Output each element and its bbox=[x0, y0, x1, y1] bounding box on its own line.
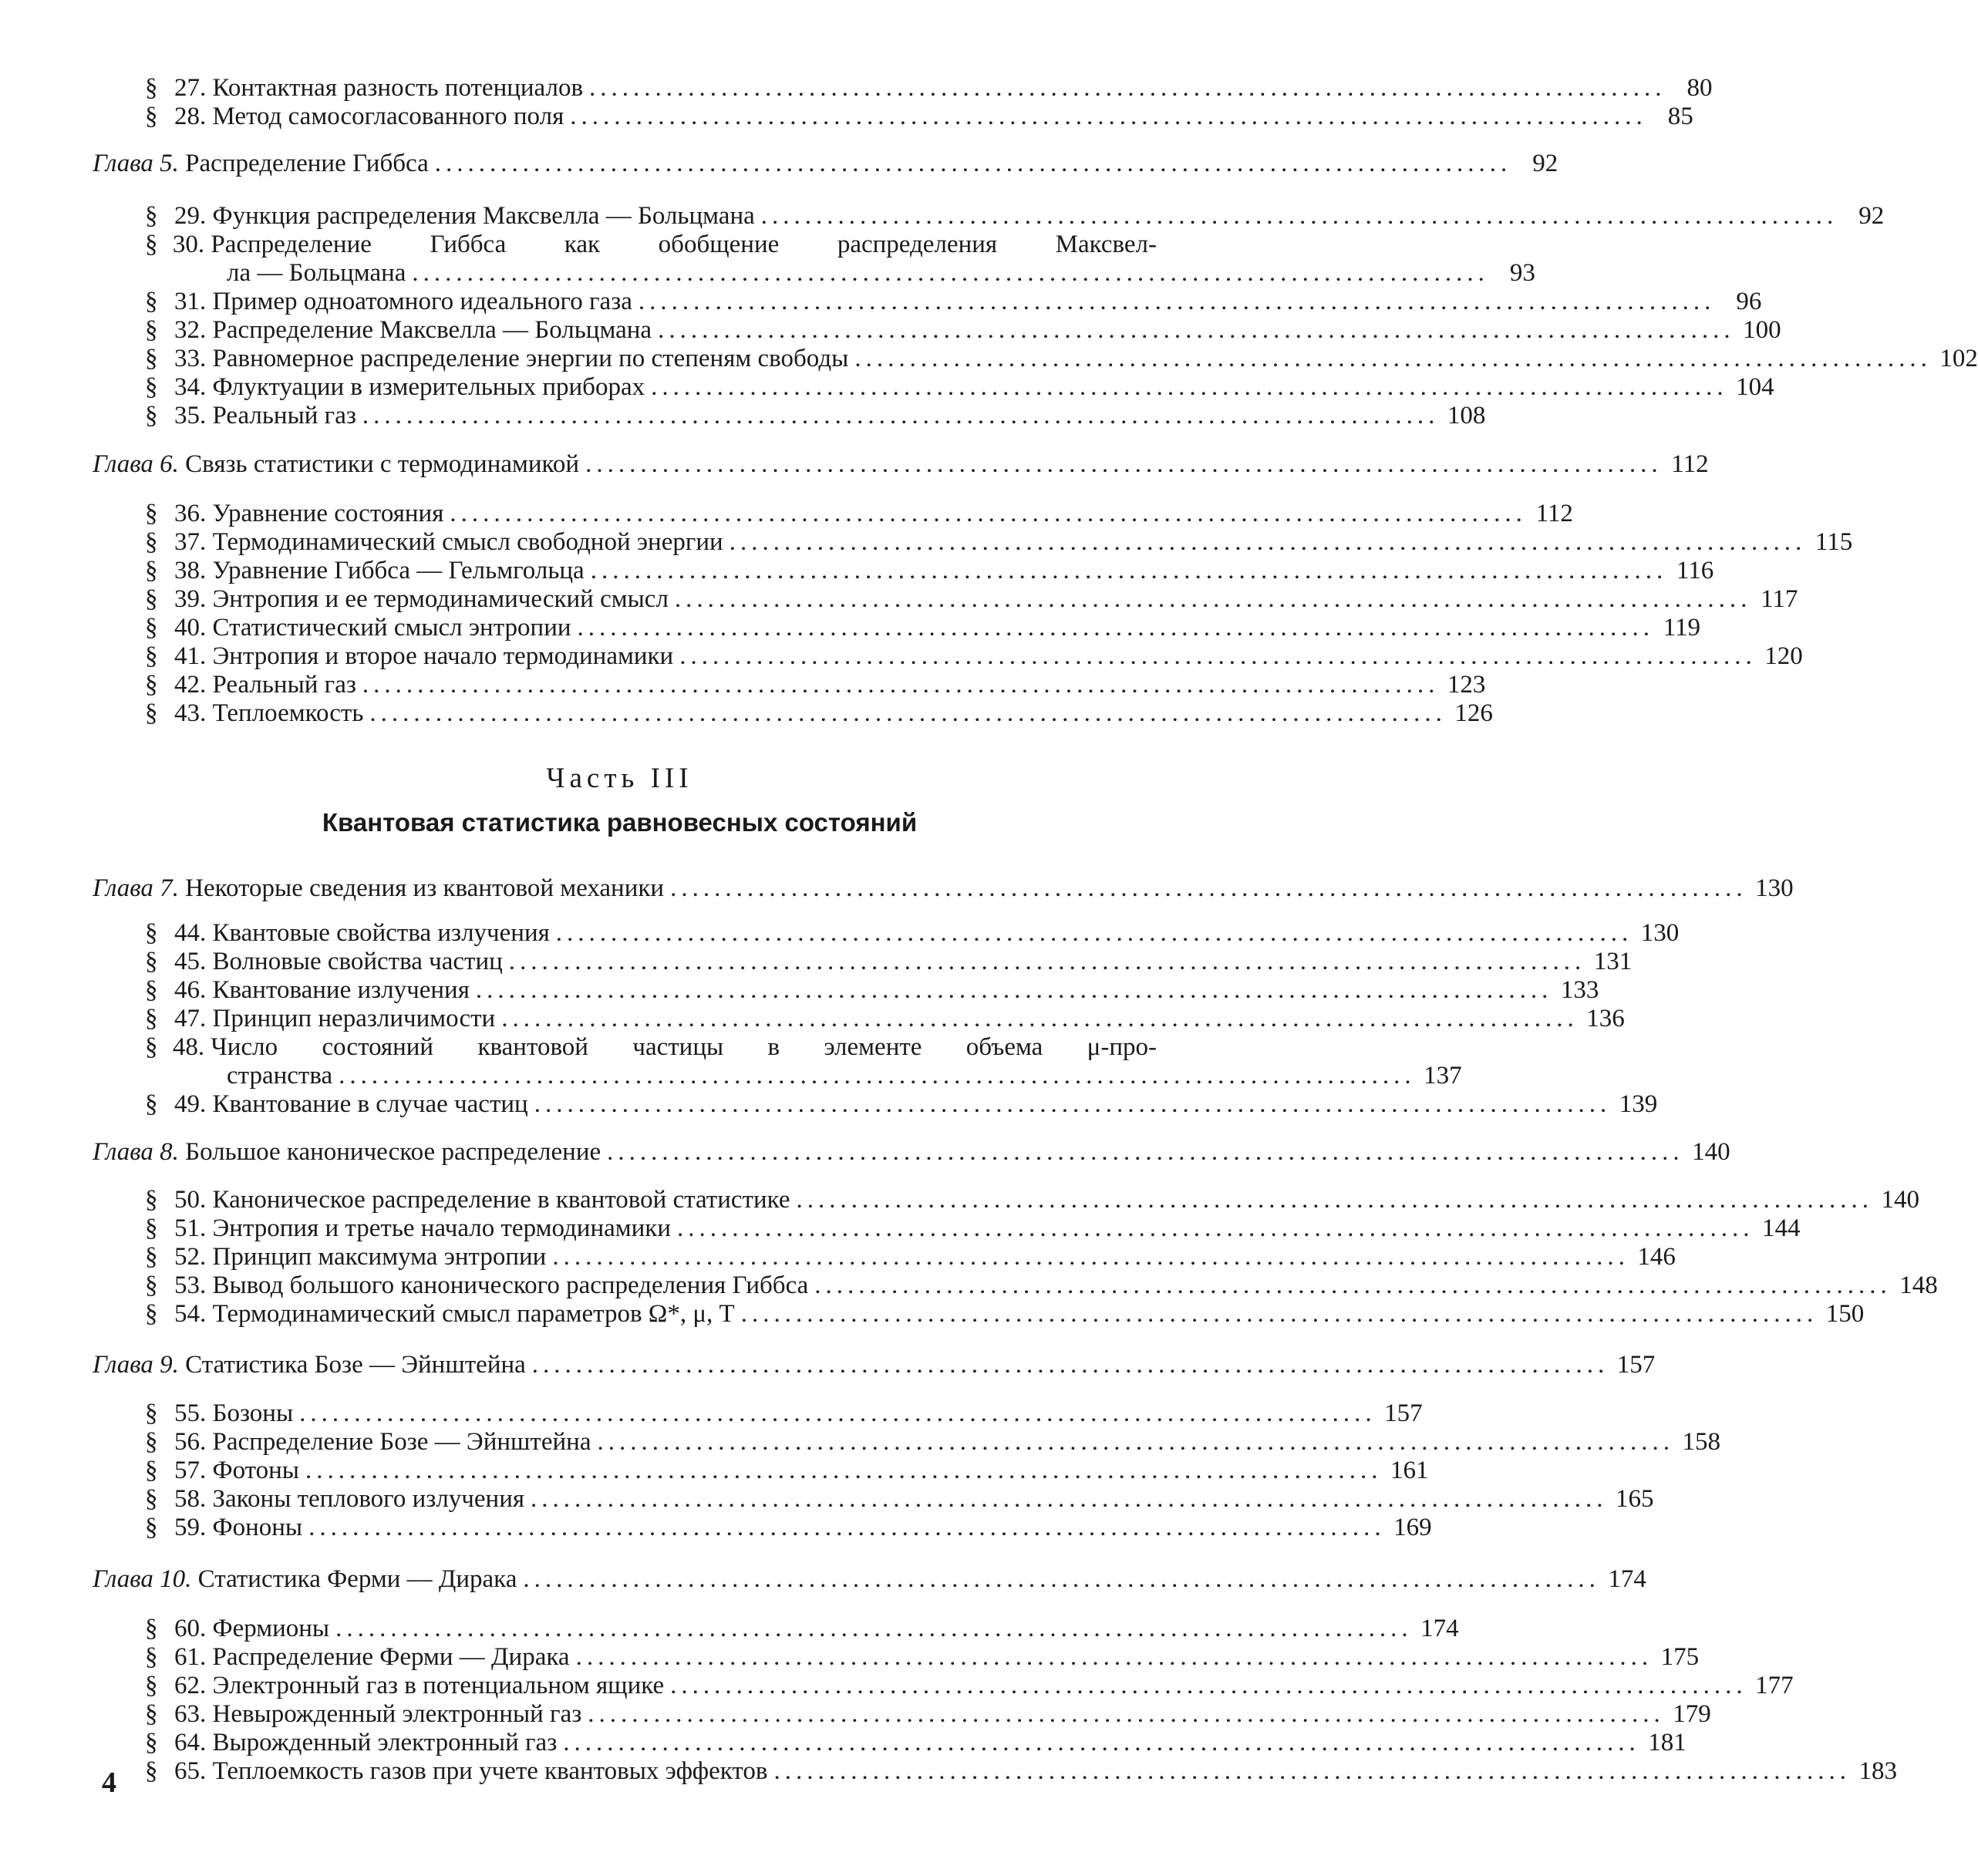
section-title: Фотоны bbox=[212, 1457, 299, 1484]
toc-entry bbox=[93, 1243, 1676, 1271]
page-ref: 130 bbox=[1755, 874, 1794, 902]
page-ref: 158 bbox=[1682, 1428, 1720, 1456]
section-number: 61. bbox=[174, 1643, 207, 1671]
toc-entry bbox=[93, 1457, 1429, 1485]
chapter-heading bbox=[93, 1351, 1656, 1379]
section-number: 50. bbox=[174, 1186, 207, 1214]
section-number: 55. bbox=[174, 1399, 207, 1427]
toc-entry bbox=[93, 74, 1713, 103]
toc-entry bbox=[93, 528, 1853, 557]
dot-leader: .................................................................................................. bbox=[679, 642, 1757, 670]
section-number: 28. bbox=[174, 103, 207, 130]
page-ref: 123 bbox=[1447, 671, 1486, 699]
chapter-title: Большое каноническое распределение bbox=[185, 1138, 601, 1166]
dot-leader: .................................................................................................. bbox=[508, 948, 1586, 975]
section-title: Фононы bbox=[212, 1514, 303, 1541]
dot-leader: .................................................................................................. bbox=[796, 1186, 1874, 1214]
dot-leader: .................................................................................................. bbox=[651, 373, 1728, 401]
toc-entry bbox=[93, 976, 1599, 1005]
chapter-label: Глава 9. bbox=[93, 1351, 179, 1379]
section-title: Принцип максимума энтропии bbox=[212, 1243, 547, 1271]
dot-leader: .................................................................................................. bbox=[570, 103, 1647, 130]
dot-leader: .................................................................................................. bbox=[552, 1243, 1629, 1271]
toc-entry bbox=[93, 1214, 1801, 1243]
section-title: Распределение Максвелла — Больцмана bbox=[212, 316, 652, 344]
toc-entry bbox=[93, 671, 1486, 699]
dot-leader: .................................................................................................. bbox=[597, 1428, 1674, 1456]
section-title: Термодинамический смысл свободной энергии bbox=[212, 528, 723, 556]
page-ref: 100 bbox=[1743, 316, 1781, 344]
section-symbol: § bbox=[145, 1428, 158, 1456]
dot-leader: .................................................................................................. bbox=[308, 1514, 1386, 1541]
page-ref: 92 bbox=[1858, 202, 1885, 230]
section-title: Невырожденный электронный газ bbox=[212, 1700, 582, 1728]
dot-leader: .................................................................................................. bbox=[740, 1300, 1818, 1328]
dot-leader: .................................................................................................. bbox=[434, 150, 1512, 177]
section-title: Энтропия и второе начало термодинамики bbox=[212, 642, 674, 670]
section-number: 52. bbox=[174, 1243, 207, 1271]
section-title: Функция распределения Максвелла — Больцмана bbox=[212, 202, 755, 230]
page-ref: 174 bbox=[1420, 1615, 1459, 1642]
section-number: 40. bbox=[174, 614, 207, 642]
section-number: 46. bbox=[174, 976, 207, 1004]
section-symbol: § bbox=[145, 919, 158, 947]
section-symbol: § bbox=[145, 1005, 158, 1032]
toc-entry-continuation bbox=[93, 1062, 1462, 1090]
section-number: 31. bbox=[174, 288, 207, 315]
dot-leader: .................................................................................................. bbox=[588, 1700, 1665, 1728]
dot-leader: .................................................................................................. bbox=[412, 259, 1489, 287]
section-number: 49. bbox=[174, 1090, 207, 1118]
toc-entry bbox=[93, 1005, 1625, 1033]
dot-leader: .................................................................................................. bbox=[814, 1271, 1892, 1299]
section-number: 45. bbox=[174, 948, 207, 975]
dot-leader: .................................................................................................. bbox=[590, 557, 1668, 584]
dot-leader: .................................................................................................. bbox=[501, 1005, 1579, 1032]
section-symbol: § bbox=[145, 345, 158, 372]
section-title: Законы теплового излучения bbox=[212, 1485, 525, 1513]
chapter-heading bbox=[93, 1565, 1646, 1594]
section-title: Флуктуации в измерительных приборах bbox=[212, 373, 645, 401]
section-symbol: § bbox=[145, 1399, 158, 1427]
section-title: Равномерное распределение энергии по степеням свободы bbox=[212, 345, 849, 372]
dot-leader: .................................................................................................. bbox=[638, 288, 1716, 315]
chapter-title: Некоторые сведения из квантовой механики bbox=[185, 874, 665, 902]
section-symbol: § bbox=[145, 1271, 158, 1299]
chapter-8-block bbox=[93, 1138, 1730, 1167]
toc-entry bbox=[93, 1643, 1700, 1672]
section-title-line-1: Распределение Гиббса как обобщение распределения Максвел- bbox=[211, 231, 1157, 258]
section-symbol: § bbox=[145, 528, 158, 556]
page-number: 4 bbox=[102, 1767, 116, 1799]
section-number: 27. bbox=[174, 74, 207, 102]
chapter-label: Глава 7. bbox=[93, 874, 179, 902]
section-title: Реальный газ bbox=[212, 671, 356, 699]
toc-entry bbox=[93, 103, 1693, 131]
dot-leader: .................................................................................................. bbox=[589, 74, 1666, 102]
toc-entry-wrapped bbox=[93, 231, 1157, 259]
section-title: Квантовые свойства излучения bbox=[212, 919, 550, 947]
page-ref: 117 bbox=[1761, 585, 1798, 613]
page-ref: 80 bbox=[1687, 74, 1713, 102]
top-sections-block bbox=[93, 74, 1713, 131]
toc-entry-continuation bbox=[93, 259, 1535, 288]
section-title: Фермионы bbox=[212, 1615, 330, 1642]
page-ref: 131 bbox=[1593, 948, 1633, 975]
dot-leader: .................................................................................................. bbox=[531, 1485, 1608, 1513]
section-title: Контактная разность потенциалов bbox=[212, 74, 584, 102]
dot-leader: .................................................................................................. bbox=[577, 614, 1655, 642]
section-symbol: § bbox=[145, 1214, 158, 1242]
page-ref: 157 bbox=[1384, 1399, 1423, 1427]
section-symbol: § bbox=[145, 585, 158, 613]
page-ref: 133 bbox=[1560, 976, 1599, 1004]
page-ref: 102 bbox=[1939, 345, 1978, 372]
toc-entry bbox=[93, 614, 1701, 642]
chapter-title: Статистика Ферми — Дирака bbox=[197, 1565, 517, 1593]
dot-leader: .................................................................................................. bbox=[670, 874, 1747, 902]
toc-entry bbox=[93, 316, 1781, 345]
section-number: 56. bbox=[174, 1428, 207, 1456]
page-ref: 139 bbox=[1619, 1090, 1658, 1118]
dot-leader: .................................................................................................. bbox=[362, 671, 1440, 699]
section-title: Энтропия и ее термодинамический смысл bbox=[212, 585, 669, 613]
chapter-label: Глава 8. bbox=[93, 1138, 179, 1166]
section-title: Бозоны bbox=[212, 1399, 294, 1427]
dot-leader: .................................................................................................. bbox=[658, 316, 1735, 344]
section-symbol: § bbox=[145, 1033, 158, 1061]
section-number: 32. bbox=[174, 316, 207, 344]
section-number: 65. bbox=[174, 1757, 207, 1785]
toc-entry bbox=[93, 345, 1978, 373]
dot-leader: .................................................................................................. bbox=[523, 1565, 1600, 1593]
section-symbol: § bbox=[145, 74, 158, 102]
section-symbol: § bbox=[145, 202, 158, 230]
section-number: 60. bbox=[174, 1615, 207, 1642]
chapter-5-sections bbox=[93, 202, 1978, 430]
section-symbol: § bbox=[145, 948, 158, 975]
page-ref: 165 bbox=[1616, 1485, 1654, 1513]
section-symbol: § bbox=[145, 1186, 158, 1214]
section-symbol: § bbox=[145, 1643, 158, 1671]
section-number: 51. bbox=[174, 1214, 207, 1242]
section-symbol: § bbox=[145, 1672, 158, 1699]
section-symbol: § bbox=[145, 1700, 158, 1728]
dot-leader: .................................................................................................. bbox=[531, 1351, 1609, 1379]
section-number: 54. bbox=[174, 1300, 207, 1328]
dot-leader: .................................................................................................. bbox=[534, 1090, 1612, 1118]
dot-leader: .................................................................................................. bbox=[369, 699, 1447, 727]
chapter-label: Глава 5. bbox=[93, 150, 179, 177]
part-subtitle: Квантовая статистика равновесных состояний bbox=[322, 808, 918, 837]
section-symbol: § bbox=[145, 614, 158, 642]
section-number: 62. bbox=[174, 1672, 207, 1699]
chapter-6-block bbox=[93, 450, 1709, 479]
section-symbol: § bbox=[145, 1729, 158, 1756]
section-title: Распределение Ферми — Дирака bbox=[212, 1643, 570, 1671]
dot-leader: .................................................................................................. bbox=[299, 1399, 1377, 1427]
dot-leader: .................................................................................................. bbox=[670, 1672, 1747, 1699]
section-number: 57. bbox=[174, 1457, 207, 1484]
chapter-5-block bbox=[93, 150, 1558, 178]
page-ref: 85 bbox=[1667, 103, 1693, 130]
section-symbol: § bbox=[145, 976, 158, 1004]
page-ref: 150 bbox=[1825, 1300, 1865, 1328]
page-ref: 112 bbox=[1671, 450, 1709, 478]
toc-entry bbox=[93, 1300, 1865, 1329]
page-ref: 96 bbox=[1736, 288, 1762, 315]
section-symbol: § bbox=[145, 402, 158, 429]
chapter-heading bbox=[93, 450, 1709, 479]
section-symbol: § bbox=[145, 671, 158, 699]
dot-leader: .................................................................................................. bbox=[305, 1457, 1383, 1484]
page-ref: 92 bbox=[1532, 150, 1558, 177]
page-ref: 179 bbox=[1673, 1700, 1711, 1728]
toc-entry bbox=[93, 202, 1885, 231]
chapter-9-block bbox=[93, 1351, 1656, 1379]
section-symbol: § bbox=[145, 103, 158, 130]
page-ref: 93 bbox=[1509, 259, 1535, 287]
page-ref: 146 bbox=[1637, 1243, 1676, 1271]
dot-leader: .................................................................................................. bbox=[760, 202, 1838, 230]
section-number: 58. bbox=[174, 1485, 207, 1513]
section-number: 48. bbox=[172, 1033, 205, 1061]
toc-entry bbox=[93, 1729, 1687, 1757]
section-title: Распределение Бозе — Эйнштейна bbox=[212, 1428, 591, 1456]
page-ref: 115 bbox=[1815, 528, 1853, 556]
section-symbol: § bbox=[145, 373, 158, 401]
page-ref: 140 bbox=[1881, 1186, 1920, 1214]
section-symbol: § bbox=[145, 1485, 158, 1513]
chapter-10-block bbox=[93, 1565, 1646, 1594]
toc-entry bbox=[93, 1485, 1654, 1514]
toc-entry bbox=[93, 1399, 1423, 1428]
section-title: Вывод большого канонического распределения Гиббса bbox=[212, 1271, 809, 1299]
toc-entry bbox=[93, 585, 1798, 614]
dot-leader: .................................................................................................. bbox=[335, 1615, 1413, 1642]
section-number: 47. bbox=[174, 1005, 207, 1032]
section-title: Пример одноатомного идеального газа bbox=[212, 288, 632, 315]
toc-entry bbox=[93, 288, 1762, 316]
dot-leader: .................................................................................................. bbox=[339, 1062, 1416, 1090]
toc-entry bbox=[93, 1271, 1938, 1300]
section-title: Теплоемкость газов при учете квантовых эффектов bbox=[212, 1757, 768, 1785]
chapter-10-sections bbox=[93, 1615, 1897, 1786]
toc-entry bbox=[93, 557, 1714, 585]
section-title: Уравнение состояния bbox=[212, 500, 444, 527]
section-number: 64. bbox=[174, 1729, 207, 1756]
section-title: Волновые свойства частиц bbox=[212, 948, 503, 975]
section-title: Вырожденный электронный газ bbox=[212, 1729, 558, 1756]
section-symbol: § bbox=[145, 1514, 158, 1541]
section-number: 42. bbox=[174, 671, 207, 699]
section-symbol: § bbox=[145, 557, 158, 584]
page-ref: 130 bbox=[1640, 919, 1680, 947]
toc-entry bbox=[93, 1700, 1711, 1729]
section-title: Электронный газ в потенциальном ящике bbox=[212, 1672, 665, 1699]
toc-entry bbox=[93, 1757, 1897, 1786]
dot-leader: .................................................................................................. bbox=[362, 402, 1440, 429]
section-symbol: § bbox=[145, 1457, 158, 1484]
dot-leader: .................................................................................................. bbox=[563, 1729, 1640, 1756]
toc-entry bbox=[93, 919, 1680, 948]
chapter-8-sections bbox=[93, 1186, 1938, 1329]
page-ref: 169 bbox=[1393, 1514, 1432, 1541]
section-number: 39. bbox=[174, 585, 207, 613]
section-title: Квантование излучения bbox=[212, 976, 470, 1004]
dot-leader: .................................................................................................. bbox=[854, 345, 1932, 372]
section-title: Реальный газ bbox=[212, 402, 356, 429]
page-ref: 181 bbox=[1648, 1729, 1687, 1756]
page-ref: 126 bbox=[1454, 699, 1493, 727]
section-title-line-2: ла — Больцмана bbox=[227, 259, 406, 287]
dot-leader: .................................................................................................. bbox=[575, 1643, 1653, 1671]
section-title: Теплоемкость bbox=[212, 699, 364, 727]
dot-leader: .................................................................................................. bbox=[450, 500, 1527, 527]
section-title: Принцип неразличимости bbox=[212, 1005, 496, 1032]
toc-entry bbox=[93, 1672, 1794, 1700]
section-symbol: § bbox=[145, 642, 158, 670]
chapter-heading bbox=[93, 150, 1558, 178]
section-number: 44. bbox=[174, 919, 207, 947]
toc-entry bbox=[93, 1090, 1658, 1119]
toc-entry bbox=[93, 699, 1493, 728]
dot-leader: .................................................................................................. bbox=[607, 1138, 1684, 1166]
chapter-label: Глава 10. bbox=[93, 1565, 192, 1593]
dot-leader: .................................................................................................. bbox=[729, 528, 1807, 556]
section-symbol: § bbox=[145, 1090, 158, 1118]
dot-leader: .................................................................................................. bbox=[555, 919, 1633, 947]
section-title: Метод самосогласованного поля bbox=[212, 103, 564, 130]
page-ref: 119 bbox=[1663, 614, 1701, 642]
toc-entry bbox=[93, 1428, 1720, 1457]
section-title: Термодинамический смысл параметров Ω*, μ, T bbox=[212, 1300, 735, 1328]
section-symbol: § bbox=[145, 1757, 158, 1785]
chapter-title: Связь статистики с термодинамикой bbox=[185, 450, 580, 478]
section-symbol: § bbox=[145, 231, 158, 258]
section-title: Энтропия и третье начало термодинамики bbox=[212, 1214, 671, 1242]
toc-entry bbox=[93, 948, 1633, 976]
toc-entry bbox=[93, 642, 1803, 671]
page-ref: 174 bbox=[1608, 1565, 1646, 1593]
dot-leader: .................................................................................................. bbox=[773, 1757, 1851, 1785]
dot-leader: .................................................................................................. bbox=[674, 585, 1752, 613]
section-number: 30. bbox=[172, 231, 205, 258]
page-ref: 144 bbox=[1762, 1214, 1801, 1242]
page-ref: 175 bbox=[1660, 1643, 1700, 1671]
section-symbol: § bbox=[145, 699, 158, 727]
chapter-9-sections bbox=[93, 1399, 1720, 1542]
page-ref: 136 bbox=[1586, 1005, 1625, 1032]
section-title: Каноническое распределение в квантовой статистике bbox=[212, 1186, 790, 1214]
section-number: 41. bbox=[174, 642, 207, 670]
section-title: Квантование в случае частиц bbox=[212, 1090, 528, 1118]
chapter-label: Глава 6. bbox=[93, 450, 179, 478]
section-number: 34. bbox=[174, 373, 207, 401]
section-title-line-1: Число состояний квантовой частицы в элементе объема μ-про- bbox=[211, 1033, 1157, 1061]
section-number: 36. bbox=[174, 500, 207, 527]
chapter-heading bbox=[93, 1138, 1730, 1167]
toc-entry bbox=[93, 402, 1486, 430]
toc-entry-wrapped bbox=[93, 1033, 1157, 1062]
section-title: Статистический смысл энтропии bbox=[212, 614, 571, 642]
toc-entry bbox=[93, 373, 1774, 402]
page-ref: 104 bbox=[1736, 373, 1774, 401]
section-number: 53. bbox=[174, 1271, 207, 1299]
page-ref: 157 bbox=[1616, 1351, 1656, 1379]
chapter-6-sections bbox=[93, 500, 1853, 728]
dot-leader: .................................................................................................. bbox=[585, 450, 1663, 478]
section-symbol: § bbox=[145, 288, 158, 315]
section-title-line-2: странства bbox=[227, 1062, 333, 1090]
page-ref: 183 bbox=[1858, 1757, 1897, 1785]
page-ref: 161 bbox=[1390, 1457, 1429, 1484]
section-title: Уравнение Гиббса — Гельмгольца bbox=[212, 557, 585, 584]
page-ref: 137 bbox=[1424, 1062, 1462, 1090]
page-ref: 148 bbox=[1899, 1271, 1938, 1299]
section-symbol: § bbox=[145, 1243, 158, 1271]
dot-leader: .................................................................................................. bbox=[677, 1214, 1754, 1242]
section-number: 29. bbox=[174, 202, 207, 230]
chapter-7-block bbox=[93, 874, 1794, 903]
page-ref: 177 bbox=[1755, 1672, 1794, 1699]
section-number: 35. bbox=[174, 402, 207, 429]
page-ref: 140 bbox=[1692, 1138, 1730, 1166]
section-symbol: § bbox=[145, 1615, 158, 1642]
page-ref: 120 bbox=[1764, 642, 1803, 670]
toc-entry bbox=[93, 1186, 1920, 1214]
chapter-title: Распределение Гиббса bbox=[185, 150, 429, 177]
chapter-heading bbox=[93, 874, 1794, 903]
dot-leader: .................................................................................................. bbox=[475, 976, 1553, 1004]
toc-entry bbox=[93, 1615, 1459, 1643]
section-number: 38. bbox=[174, 557, 207, 584]
section-number: 37. bbox=[174, 528, 207, 556]
section-symbol: § bbox=[145, 1300, 158, 1328]
section-number: 33. bbox=[174, 345, 207, 372]
chapter-7-sections bbox=[93, 919, 1680, 1119]
part-title: Часть III bbox=[546, 763, 693, 794]
page-ref: 108 bbox=[1447, 402, 1486, 429]
section-number: 59. bbox=[174, 1514, 207, 1541]
chapter-title: Статистика Бозе — Эйнштейна bbox=[185, 1351, 526, 1379]
section-symbol: § bbox=[145, 316, 158, 344]
toc-entry bbox=[93, 500, 1573, 528]
section-symbol: § bbox=[145, 500, 158, 527]
page-ref: 116 bbox=[1676, 557, 1714, 584]
section-number: 63. bbox=[174, 1700, 207, 1728]
toc-entry bbox=[93, 1514, 1432, 1542]
section-number: 43. bbox=[174, 699, 207, 727]
page-ref: 112 bbox=[1535, 500, 1573, 527]
